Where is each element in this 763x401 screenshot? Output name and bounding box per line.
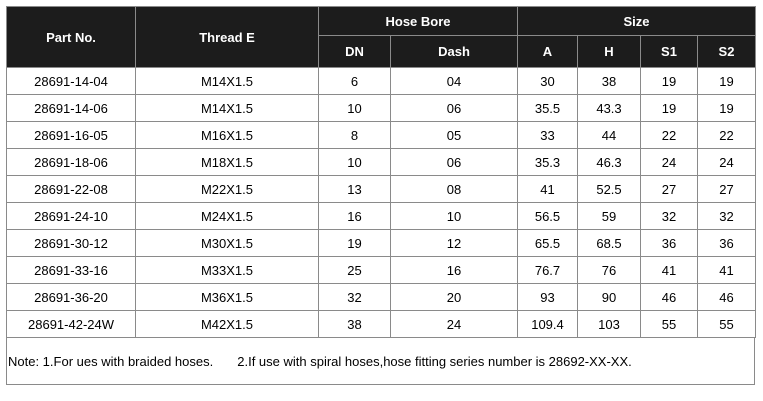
cell-thread: M22X1.5 [136, 176, 319, 203]
cell-s1: 27 [641, 176, 698, 203]
header-size: Size [518, 7, 756, 36]
cell-s1: 41 [641, 257, 698, 284]
cell-a: 35.5 [518, 95, 578, 122]
cell-thread: M14X1.5 [136, 95, 319, 122]
cell-dash: 06 [391, 149, 518, 176]
header-dash: Dash [391, 36, 518, 68]
cell-thread: M16X1.5 [136, 122, 319, 149]
table-row [7, 149, 756, 176]
cell-a: 33 [518, 122, 578, 149]
cell-dn: 38 [319, 311, 391, 338]
cell-s2: 41 [698, 257, 756, 284]
cell-part-no: 28691-14-04 [7, 68, 136, 95]
cell-part-no: 28691-24-10 [7, 203, 136, 230]
cell-a: 56.5 [518, 203, 578, 230]
header-s1: S1 [641, 36, 698, 68]
cell-a: 30 [518, 68, 578, 95]
cell-s2: 46 [698, 284, 756, 311]
cell-h: 43.3 [578, 95, 641, 122]
table-row [7, 284, 756, 311]
cell-a: 65.5 [518, 230, 578, 257]
table-row [7, 203, 756, 230]
header-s2: S2 [698, 36, 756, 68]
cell-dash: 04 [391, 68, 518, 95]
cell-dn: 19 [319, 230, 391, 257]
table-row [7, 176, 756, 203]
cell-s1: 19 [641, 95, 698, 122]
header-dn: DN [319, 36, 391, 68]
table-row [7, 122, 756, 149]
cell-s2: 24 [698, 149, 756, 176]
table-row [7, 311, 756, 338]
cell-dash: 20 [391, 284, 518, 311]
cell-h: 103 [578, 311, 641, 338]
cell-thread: M14X1.5 [136, 68, 319, 95]
spec-table [6, 6, 756, 338]
cell-h: 76 [578, 257, 641, 284]
cell-h: 44 [578, 122, 641, 149]
cell-s1: 19 [641, 68, 698, 95]
cell-h: 38 [578, 68, 641, 95]
header-hose-bore: Hose Bore [319, 7, 518, 36]
cell-thread: M30X1.5 [136, 230, 319, 257]
cell-a: 93 [518, 284, 578, 311]
cell-s2: 19 [698, 95, 756, 122]
table-row [7, 95, 756, 122]
note-text-1: Note: 1.For ues with braided hoses. [8, 353, 214, 369]
cell-h: 52.5 [578, 176, 641, 203]
cell-part-no: 28691-33-16 [7, 257, 136, 284]
cell-dn: 16 [319, 203, 391, 230]
cell-h: 59 [578, 203, 641, 230]
cell-dash: 05 [391, 122, 518, 149]
table-row [7, 68, 756, 95]
cell-thread: M42X1.5 [136, 311, 319, 338]
cell-part-no: 28691-36-20 [7, 284, 136, 311]
cell-thread: M33X1.5 [136, 257, 319, 284]
cell-s2: 55 [698, 311, 756, 338]
cell-dash: 10 [391, 203, 518, 230]
cell-s2: 36 [698, 230, 756, 257]
cell-s1: 32 [641, 203, 698, 230]
cell-dash: 24 [391, 311, 518, 338]
cell-dn: 10 [319, 95, 391, 122]
cell-thread: M36X1.5 [136, 284, 319, 311]
cell-dn: 8 [319, 122, 391, 149]
spec-table-container [6, 6, 755, 385]
cell-dn: 10 [319, 149, 391, 176]
cell-dash: 06 [391, 95, 518, 122]
cell-s1: 24 [641, 149, 698, 176]
cell-part-no: 28691-16-05 [7, 122, 136, 149]
cell-a: 76.7 [518, 257, 578, 284]
cell-s1: 46 [641, 284, 698, 311]
table-row [7, 230, 756, 257]
cell-part-no: 28691-30-12 [7, 230, 136, 257]
cell-part-no: 28691-18-06 [7, 149, 136, 176]
cell-a: 35.3 [518, 149, 578, 176]
note-row [6, 338, 755, 385]
cell-dn: 6 [319, 68, 391, 95]
header-thread: Thread E [136, 7, 319, 68]
header-part-no: Part No. [7, 7, 136, 68]
cell-s2: 22 [698, 122, 756, 149]
cell-h: 68.5 [578, 230, 641, 257]
cell-h: 46.3 [578, 149, 641, 176]
cell-a: 41 [518, 176, 578, 203]
cell-s1: 22 [641, 122, 698, 149]
cell-s2: 27 [698, 176, 756, 203]
cell-dn: 13 [319, 176, 391, 203]
cell-thread: M24X1.5 [136, 203, 319, 230]
cell-s2: 32 [698, 203, 756, 230]
table-body [7, 68, 756, 338]
cell-part-no: 28691-22-08 [7, 176, 136, 203]
cell-s1: 55 [641, 311, 698, 338]
cell-s1: 36 [641, 230, 698, 257]
header-a: A [518, 36, 578, 68]
cell-part-no: 28691-42-24W [7, 311, 136, 338]
note-text-2: 2.If use with spiral hoses,hose fitting series number is 28692-XX-XX. [237, 353, 632, 369]
cell-dn: 32 [319, 284, 391, 311]
header-h: H [578, 36, 641, 68]
cell-thread: M18X1.5 [136, 149, 319, 176]
cell-dash: 16 [391, 257, 518, 284]
cell-dash: 08 [391, 176, 518, 203]
cell-part-no: 28691-14-06 [7, 95, 136, 122]
table-row [7, 257, 756, 284]
cell-h: 90 [578, 284, 641, 311]
cell-dn: 25 [319, 257, 391, 284]
cell-s2: 19 [698, 68, 756, 95]
cell-dash: 12 [391, 230, 518, 257]
cell-a: 109.4 [518, 311, 578, 338]
